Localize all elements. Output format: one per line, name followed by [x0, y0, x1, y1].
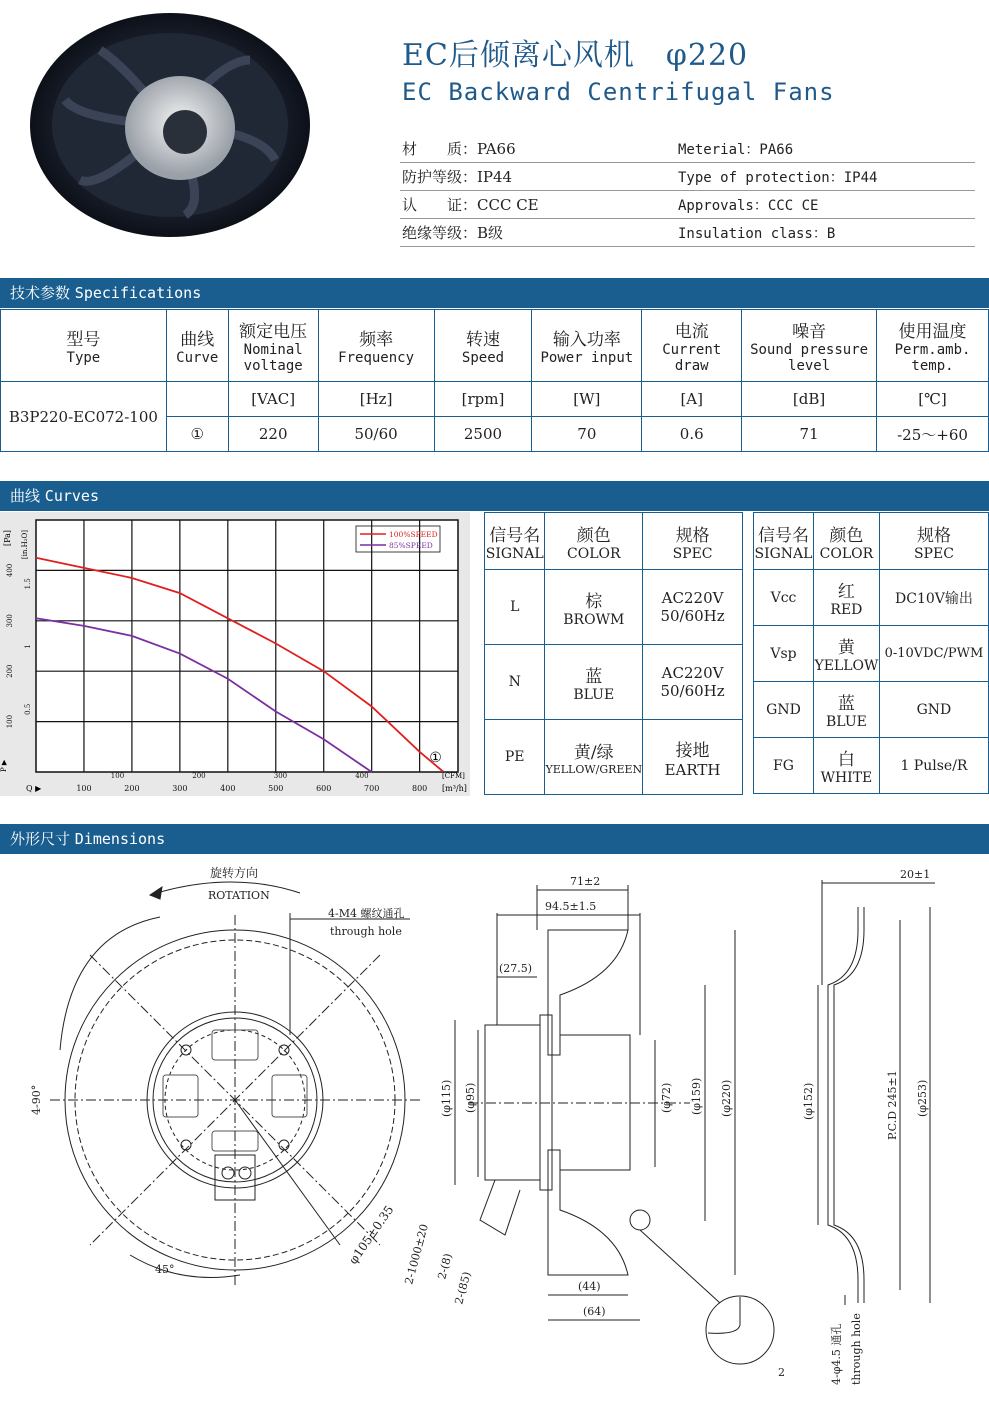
dim-label: 2-1000±20: [402, 1222, 431, 1286]
impeller-top: [548, 930, 628, 1055]
pcd105-label: φ105±0.35: [345, 1202, 397, 1267]
unit-cell: [Hz]: [318, 382, 434, 417]
signal-spec: 接地 EARTH: [643, 720, 743, 795]
signal-spec: AC220V 50/60Hz: [643, 570, 743, 645]
dim-label: 71±2: [570, 875, 601, 888]
color-header: 颜色 COLOR: [813, 513, 879, 570]
hole-label-en: through hole: [850, 1313, 863, 1385]
spec-table: [0, 309, 989, 452]
col-header: 曲线 Curve: [166, 310, 228, 382]
signal-name: N: [485, 645, 545, 720]
angle90-label: 4-90°: [30, 1084, 43, 1115]
property-en: Type of protection：IP44: [678, 169, 878, 186]
inlet-profile: [828, 907, 858, 1303]
x-tick-label-m3h: 600: [316, 784, 332, 793]
detail-profile: [708, 1297, 740, 1333]
dim-label: 2-(85): [452, 1270, 474, 1306]
property-row: [400, 219, 975, 247]
signal-spec: DC10V输出: [879, 570, 988, 626]
property-row: [400, 163, 975, 191]
value-cell: 2500: [434, 417, 532, 452]
col-header: 使用温度 Perm.amb. temp.: [877, 310, 989, 382]
value-cell: 220: [228, 417, 318, 452]
signal-header: 信号名 SIGNAL: [485, 513, 545, 570]
angle45-label: 45°: [155, 1263, 175, 1276]
angle-arc: [60, 917, 160, 1050]
curve-annotation: ①: [429, 749, 442, 766]
signal-header: 信号名 SIGNAL: [754, 513, 814, 570]
dim-label: 20±1: [900, 868, 931, 881]
col-header: 输入功率 Power input: [532, 310, 642, 382]
x-unit-top: [CFM]: [442, 772, 465, 780]
impeller-bottom: [548, 1150, 628, 1275]
dim-label: 94.5±1.5: [545, 900, 597, 913]
signal-color: 黄/绿 YELLOW/GREEN: [545, 720, 643, 795]
signal-row: [485, 645, 743, 720]
unit-cell: [℃]: [877, 382, 989, 417]
dim-label: (φ72): [660, 1082, 673, 1113]
detail-leader: [640, 1230, 720, 1303]
y-axis-label: P ▶: [0, 759, 8, 772]
cable-exit: [480, 1180, 520, 1235]
m4-label-en: through hole: [330, 925, 402, 938]
signal-table-ac: [484, 512, 743, 795]
dim-label: (φ152): [802, 1082, 815, 1120]
signal-color: 黄 YELLOW: [813, 626, 879, 682]
col-header: 转速 Speed: [434, 310, 532, 382]
signal-spec: 0-10VDC/PWM: [879, 626, 988, 682]
model-cell: B3P220-EC072-100: [1, 382, 167, 452]
curves-bar: [0, 481, 989, 511]
signal-name: GND: [754, 682, 814, 738]
x-tick-label-cfm: 200: [192, 772, 206, 780]
detail-marker: [630, 1210, 650, 1230]
y-tick-label-pa: 100: [6, 714, 14, 729]
value-cell: 0.6: [642, 417, 742, 452]
value-cell: -25～+60: [877, 417, 989, 452]
y-tick-label-inh2o: 0.5: [24, 703, 32, 715]
property-cn: 防护等级：IP44: [402, 168, 513, 186]
bar-title-en: Dimensions: [74, 830, 166, 848]
x-unit-bottom: [m³/h]: [442, 784, 467, 793]
front-view: [50, 882, 420, 1285]
vent-grid: [272, 1075, 307, 1117]
value-cell: 50/60: [318, 417, 434, 452]
dim-label: (27.5): [499, 962, 533, 975]
x-tick-label-m3h: 200: [124, 784, 140, 793]
y-unit-right: [in.H₂O]: [21, 530, 29, 560]
signal-name: Vcc: [754, 570, 814, 626]
col-header: 型号 Type: [1, 310, 167, 382]
legend-label: 100%SPEED: [389, 530, 438, 539]
y-tick-label-inh2o: 1.5: [24, 578, 32, 590]
signal-spec: 1 Pulse/R: [879, 738, 988, 794]
property-cn: 认 证：CCC CE: [402, 196, 539, 214]
signal-row: [754, 682, 989, 738]
title-en: EC Backward Centrifugal Fans: [402, 78, 835, 106]
legend-label: 85%SPEED: [389, 541, 433, 550]
signal-header-row: [754, 513, 989, 570]
dim-label: (φ220): [720, 1079, 733, 1117]
property-en: Insulation class：B: [678, 225, 836, 242]
angle-arc: [130, 1255, 240, 1278]
hole-label-cn: 4-φ4.5 通孔: [830, 1323, 843, 1385]
signal-color: 白 WHITE: [813, 738, 879, 794]
value-cell: 70: [532, 417, 642, 452]
signal-header-row: [485, 513, 743, 570]
dim-label: (φ115): [440, 1079, 453, 1117]
property-cn: 材 质：PA66: [402, 140, 516, 158]
y-unit-left: [Pa]: [3, 530, 12, 547]
dim-label: P.C.D 245±1: [886, 1070, 899, 1140]
property-row: [400, 191, 975, 219]
col-header: 额定电压 Nominal voltage: [228, 310, 318, 382]
col-header: 频率 Frequency: [318, 310, 434, 382]
unit-cell: [W]: [532, 382, 642, 417]
x-tick-label-m3h: 700: [364, 784, 380, 793]
value-cell: 71: [742, 417, 877, 452]
x-tick-label-cfm: 400: [355, 772, 369, 780]
dim-label: (φ159): [690, 1077, 703, 1115]
property-en: Meterial：PA66: [678, 141, 794, 158]
x-tick-label-m3h: 800: [411, 784, 428, 793]
arrow-head: [150, 887, 162, 899]
unit-cell: [A]: [642, 382, 742, 417]
dim-label: 2: [778, 1366, 785, 1379]
signal-row: [485, 570, 743, 645]
signal-color: 蓝 BLUE: [813, 682, 879, 738]
x-tick-label-m3h: 500: [268, 784, 284, 793]
x-tick-label-cfm: 100: [110, 772, 125, 780]
performance-chart: [0, 512, 470, 796]
cable-hole: [222, 1167, 234, 1179]
signal-row: [754, 570, 989, 626]
fan-photo: [20, 10, 320, 245]
title-cn: EC后倾离心风机 φ220: [402, 38, 749, 73]
spec-header-row: [1, 310, 989, 382]
signal-name: PE: [485, 720, 545, 795]
inlet-profile: [834, 907, 864, 1303]
bar-title-en: Curves: [44, 487, 99, 505]
bar-title-cn: 曲线: [10, 487, 41, 505]
signal-name: L: [485, 570, 545, 645]
signal-color: 红 RED: [813, 570, 879, 626]
dim-label: (64): [583, 1305, 606, 1318]
unit-cell: [dB]: [742, 382, 877, 417]
unit-cell: [rpm]: [434, 382, 532, 417]
signal-table-control: [753, 512, 989, 794]
signal-row: [754, 626, 989, 682]
color-header: 颜色 COLOR: [545, 513, 643, 570]
signal-name: FG: [754, 738, 814, 794]
specifications-bar: [0, 278, 989, 308]
screw-hole: [279, 1045, 289, 1055]
signal-color: 棕 BROWM: [545, 570, 643, 645]
property-cn: 绝缘等级：B级: [402, 224, 504, 242]
x-tick-label-m3h: 100: [76, 784, 92, 793]
spec-unit-row: [1, 382, 989, 417]
plot-area: [36, 520, 458, 772]
spec-header: 规格 SPEC: [643, 513, 743, 570]
dim-label: 2-(8): [435, 1252, 455, 1281]
side-view: [455, 885, 774, 1364]
spec-header: 规格 SPEC: [879, 513, 988, 570]
bar-title-en: Specifications: [74, 284, 202, 302]
y-tick-label-pa: 200: [6, 664, 14, 678]
dim-label: (44): [578, 1280, 601, 1293]
rotation-label-cn: 旋转方向: [210, 866, 259, 880]
x-tick-label-cfm: 300: [273, 772, 288, 780]
property-en: Approvals：CCC CE: [678, 197, 819, 214]
x-tick-label-m3h: 300: [172, 784, 188, 793]
y-tick-label-inh2o: 1: [24, 644, 32, 649]
vent-grid: [163, 1075, 198, 1117]
properties-list: [400, 135, 975, 247]
x-axis-label: Q ▶: [26, 784, 42, 793]
x-tick-label-m3h: 400: [220, 784, 236, 793]
signal-name: Vsp: [754, 626, 814, 682]
y-tick-label-pa: 300: [6, 614, 14, 628]
col-header: 电流 Current draw: [642, 310, 742, 382]
bar-title-cn: 技术参数: [10, 284, 71, 302]
rotation-label-en: ROTATION: [208, 889, 270, 902]
dimension-drawing: [0, 855, 989, 1406]
y-tick-label-pa: 400: [6, 563, 14, 578]
m4-label-cn: 4-M4 螺纹通孔: [328, 907, 405, 920]
property-row: [400, 135, 975, 163]
col-header: 噪音 Sound pressure level: [742, 310, 877, 382]
signal-spec: GND: [879, 682, 988, 738]
dim-label: (φ253): [916, 1079, 929, 1117]
dim-label: (φ95): [464, 1082, 477, 1113]
signal-spec: AC220V 50/60Hz: [643, 645, 743, 720]
dimensions-bar: [0, 824, 989, 854]
curve-cell: ①: [166, 417, 228, 452]
bar-title-cn: 外形尺寸: [10, 830, 71, 848]
signal-color: 蓝 BLUE: [545, 645, 643, 720]
curve-unit-cell: [166, 382, 228, 417]
unit-cell: [VAC]: [228, 382, 318, 417]
signal-row: [485, 720, 743, 795]
signal-row: [754, 738, 989, 794]
